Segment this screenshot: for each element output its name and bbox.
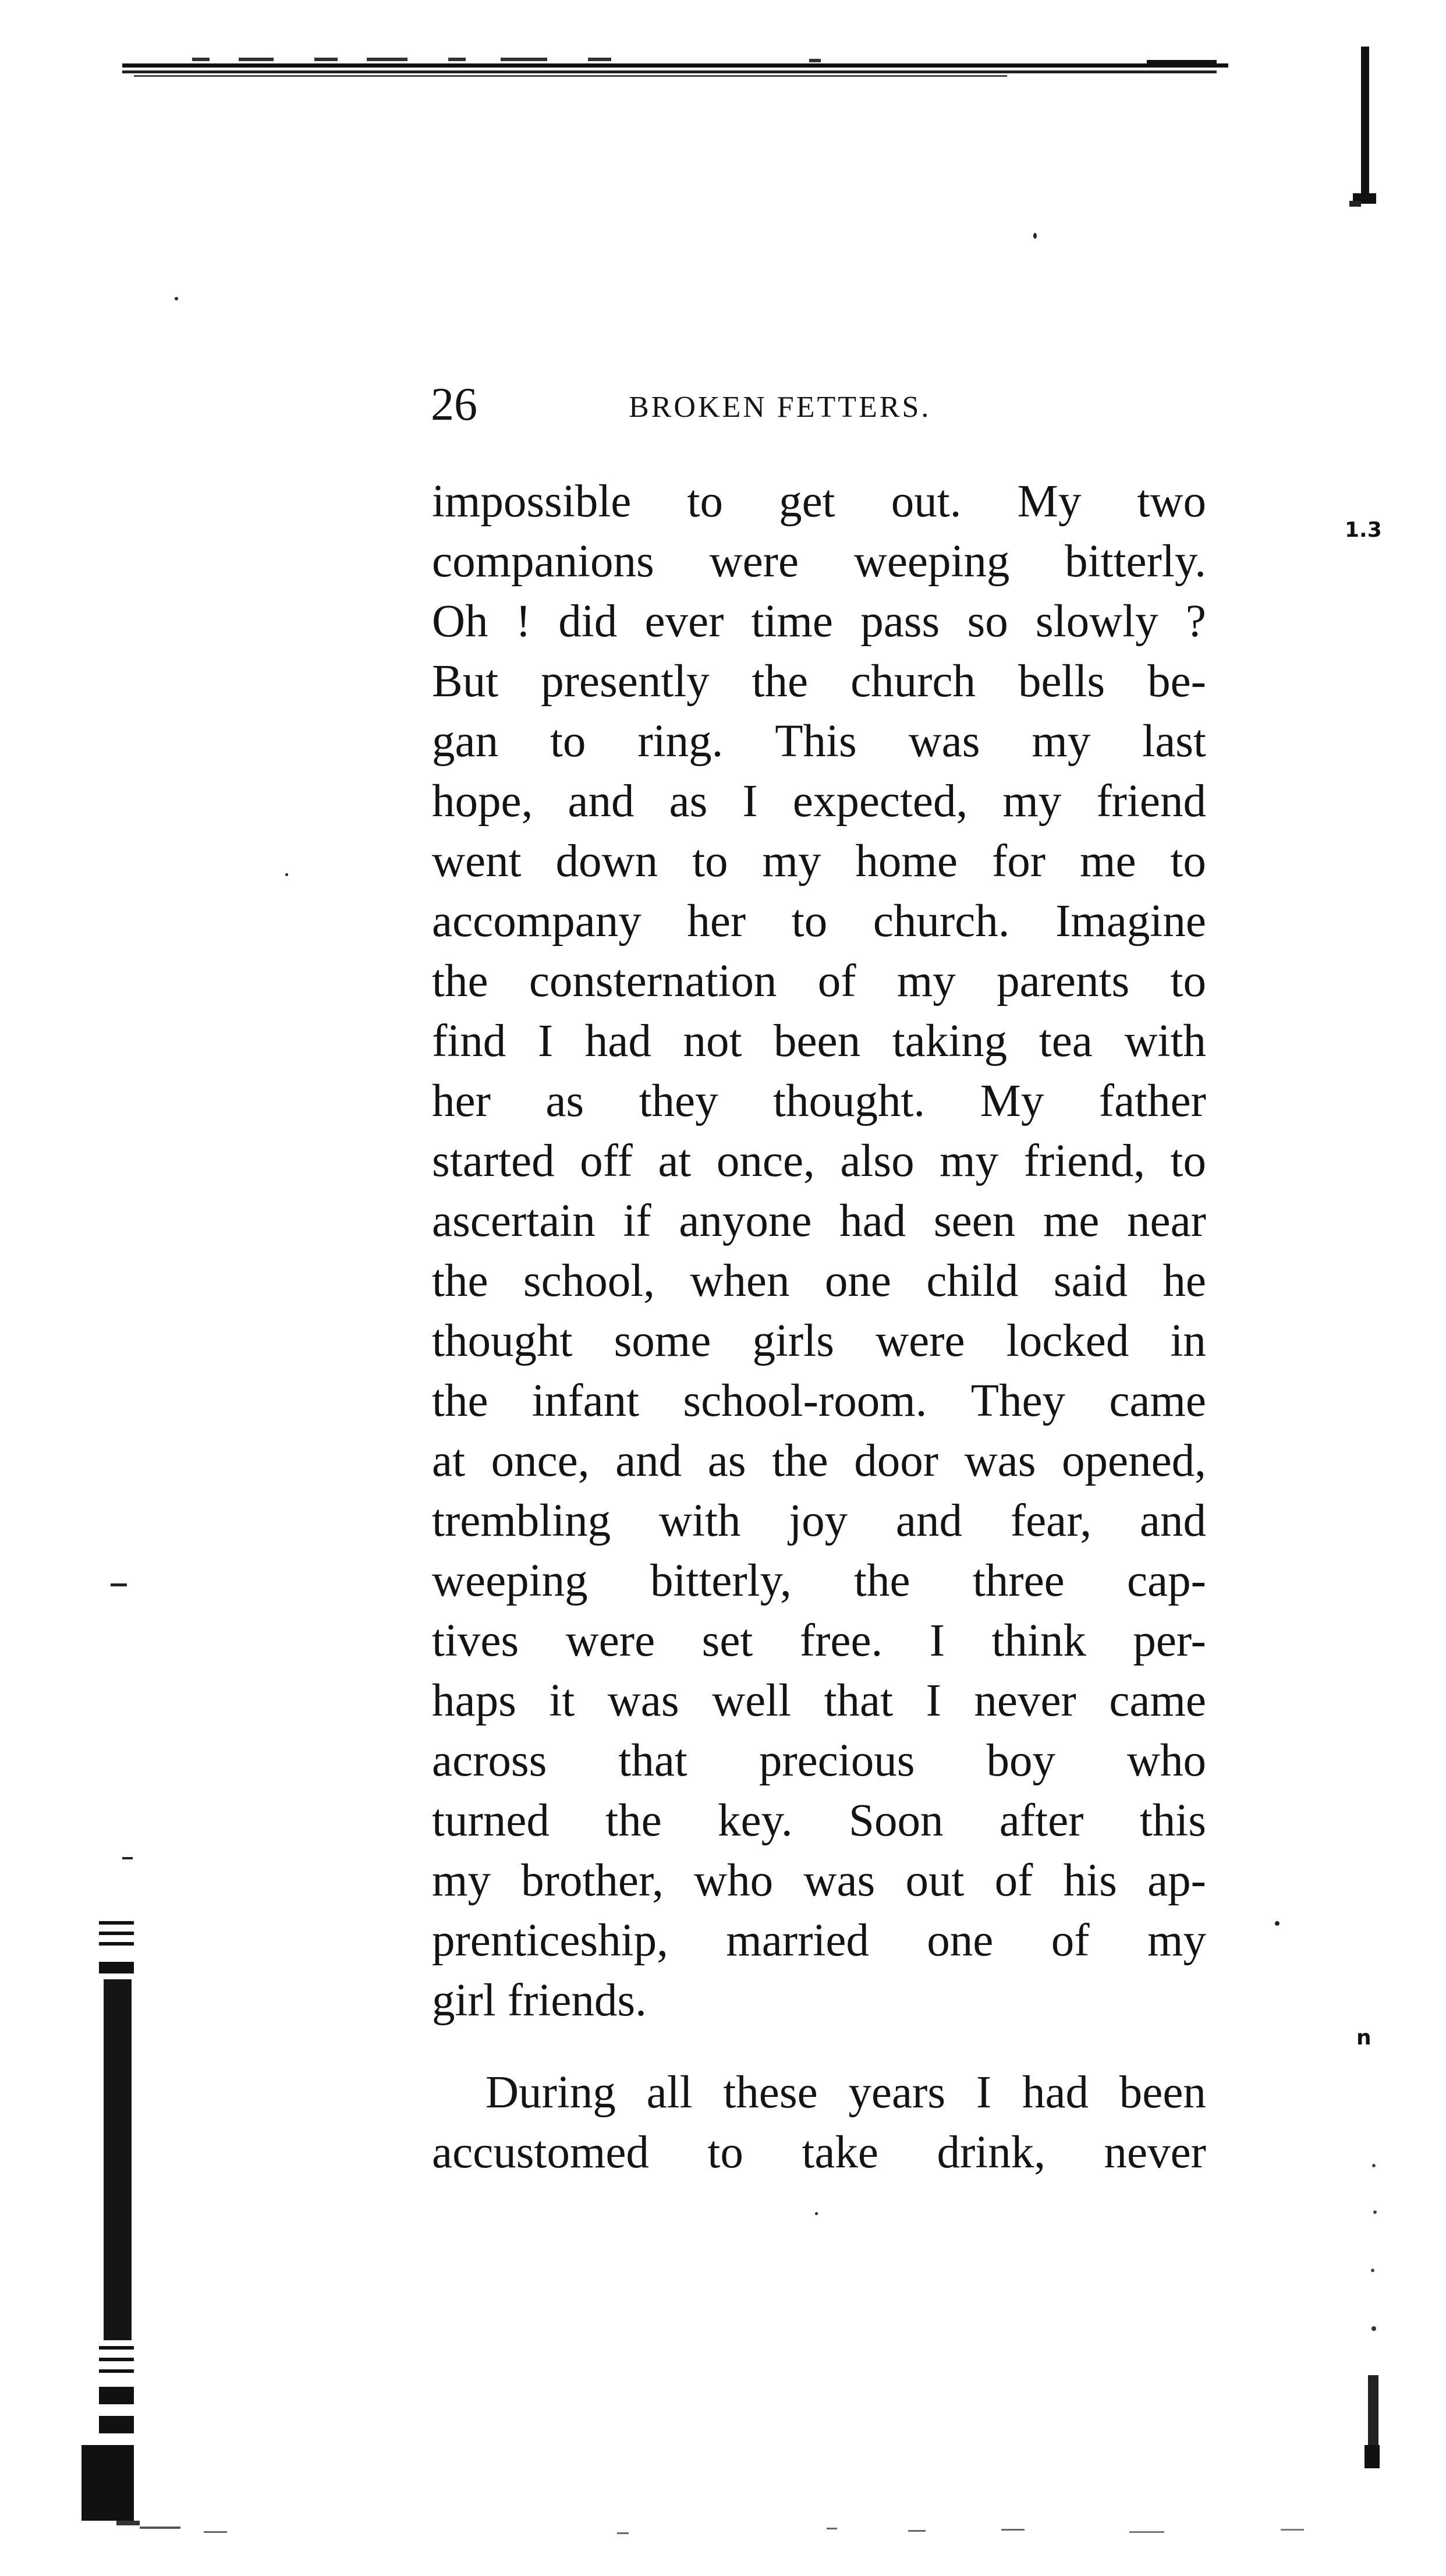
text-line: at once, and as the door was opened, [432, 1436, 1206, 1486]
margin-mark-lower: n [1356, 2026, 1371, 2050]
text-line: my brother, who was out of his ap- [432, 1855, 1206, 1906]
scan-top-rule [122, 55, 1228, 86]
scan-speck [122, 1857, 133, 1859]
text-line: hope, and as I expected, my friend [432, 776, 1206, 827]
text-line: tives were set free. I think per- [432, 1615, 1206, 1666]
scan-speck [815, 2212, 818, 2215]
text-line: across that precious boy who [432, 1735, 1206, 1786]
text-line: trembling with joy and fear, and [432, 1496, 1206, 1546]
text-line: started off at once, also my friend, to [432, 1136, 1206, 1186]
scan-speck [1275, 1921, 1280, 1926]
text-line: the infant school-room. They came [432, 1376, 1206, 1426]
margin-mark-upper: 1.3 [1345, 518, 1382, 542]
text-line: the consternation of my parents to [432, 956, 1206, 1007]
text-line: thought some girls were locked in [432, 1316, 1206, 1366]
text-line: weeping bitterly, the three cap- [432, 1555, 1206, 1606]
text-line: impossible to get out. My two [432, 476, 1206, 527]
text-line: prenticeship, married one of my [432, 1915, 1206, 1966]
paragraph [432, 472, 1206, 2031]
scan-speck [285, 873, 288, 876]
text-line: the school, when one child said he [432, 1256, 1206, 1306]
text-line: girl friends. [432, 1975, 647, 2026]
page-header [431, 373, 1217, 437]
text-line: her as they thought. My father [432, 1076, 1206, 1126]
scan-speck [1033, 233, 1037, 239]
scan-right-edge-bar [1349, 41, 1384, 221]
scan-right-noise [1351, 2154, 1397, 2480]
body-text [432, 472, 1206, 2182]
paragraph [432, 2063, 1206, 2182]
scan-bottom-noise [140, 2503, 1391, 2556]
text-line: Oh ! did ever time pass so slowly ? [432, 596, 1206, 647]
page-number: 26 [431, 379, 477, 430]
text-line: find I had not been taking tea with [432, 1016, 1206, 1066]
text-line: went down to my home for me to [432, 836, 1206, 887]
scan-speck [175, 297, 178, 300]
text-line: During all these years I had been [485, 2067, 1206, 2118]
text-line: gan to ring. This was my last [432, 716, 1206, 767]
running-head: BROKEN FETTERS. [629, 391, 931, 424]
text-line: haps it was well that I never came [432, 1675, 1206, 1726]
text-line: But presently the church bells be- [432, 656, 1206, 707]
text-line: accustomed to take drink, never [432, 2127, 1206, 2178]
text-line: turned the key. Soon after this [432, 1795, 1206, 1846]
scan-speck [111, 1583, 127, 1586]
text-line: ascertain if anyone had seen me near [432, 1196, 1206, 1246]
scan-left-barcode [81, 1921, 146, 2538]
paragraph-gap [432, 2031, 1206, 2063]
text-line: accompany her to church. Imagine [432, 896, 1206, 947]
text-line: companions were weeping bitterly. [432, 536, 1206, 587]
